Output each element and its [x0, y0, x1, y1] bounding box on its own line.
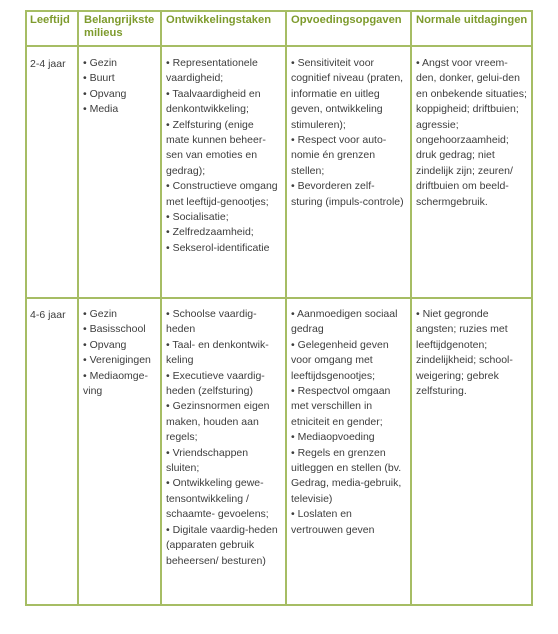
list-item: • Bevorderen zelf-sturing (impuls-controle) — [291, 180, 404, 208]
cell-ontwikkelingstaken — [166, 56, 279, 256]
rule-row-separator — [25, 297, 533, 299]
list-item: • Sekserol-identificatie — [166, 241, 270, 254]
row-age-label: 2-4 jaar — [30, 58, 66, 70]
header-leeftijd: Leeftijd — [30, 14, 70, 26]
development-table — [25, 10, 533, 606]
list-item: • Respect voor auto-nomie én grenzen stellen; — [291, 134, 387, 177]
list-item: • Zelfsturing (enige mate kunnen beheer-sen van emoties en gedrag); — [166, 118, 266, 177]
list-item: • Buurt — [83, 72, 115, 85]
cell-uitdagingen: • Angst voor vreem-den, donker, gelui-den en onbekende situaties; koppigheid; driftbuien; agressie; ongehoorzaamheid; druk gedrag; niet zindelijk zijn; zeuren/ driftbuien om beeld-schermgebruik. — [416, 57, 527, 208]
list-item: • Digitale vaardig-heden (apparaten gebruik beheersen/ besturen) — [166, 523, 278, 567]
list-item: • Mediaopvoeding — [291, 431, 375, 444]
rule-col4 — [410, 10, 412, 606]
header-opvoedingsopgaven: Opvoedingsopgaven — [291, 14, 402, 26]
list-item: • Gezin — [83, 308, 118, 320]
list-item: • Basisschool — [83, 323, 146, 336]
cell-opvoedingsopgaven — [291, 56, 405, 210]
list-item: • Gezin — [83, 57, 118, 69]
list-item: • Taalvaardigheid en denkontwikkeling; — [166, 87, 261, 116]
cell-milieus — [83, 56, 159, 118]
list-item: • Zelfredzaamheid; — [166, 226, 254, 239]
rule-right — [531, 10, 533, 606]
list-item: • Taal- en denkontwik-keling — [166, 338, 269, 367]
list-item: • Media — [83, 103, 119, 116]
cell-ontwikkelingstaken — [166, 307, 279, 569]
cell-uitdagingen: • Niet gegronde angsten; ruzies met leeftijdgenoten; zindelijkheid; school-weigering; gebrek zelfsturing. — [416, 308, 513, 398]
cell-opvoedingsopgaven — [291, 307, 405, 538]
list-item: • Socialisatie; — [166, 211, 229, 224]
list-item: • Sensitiviteit voor cognitief niveau (praten, informatie en uitleg geven, ontwikkeling stimuleren); — [291, 57, 404, 131]
list-item: • Gelegenheid geven voor omgang met leeftijdsgenootjes; — [291, 338, 389, 382]
list-item: • Mediaomge-ving — [83, 369, 148, 398]
list-item: • Representationele vaardigheid; — [166, 57, 258, 85]
list-item: • Executieve vaardig-heden (zelfsturing) — [166, 369, 265, 398]
list-item: • Verenigingen — [83, 354, 151, 367]
list-item: • Opvang — [83, 338, 127, 351]
list-item: • Ontwikkeling gewe-tensontwikkeling / schaamte- gevoelens; — [166, 477, 269, 521]
header-uitdagingen: Normale uitdagingen — [416, 14, 528, 26]
list-item: • Loslaten en vertrouwen geven — [291, 508, 375, 536]
rule-top — [25, 10, 533, 12]
list-item: • Vriendschappen sluiten; — [166, 446, 249, 475]
list-item: • Schoolse vaardig-heden — [166, 308, 257, 336]
header-milieus: Belangrijkste milieus — [84, 14, 155, 39]
rule-bottom — [25, 604, 533, 606]
list-item: • Aanmoedigen sociaal gedrag — [291, 308, 398, 336]
cell-milieus — [83, 307, 159, 399]
rule-col3 — [285, 10, 287, 606]
rule-col2 — [160, 10, 162, 606]
header-ontwikkelingstaken: Ontwikkelingstaken — [166, 14, 272, 26]
list-item: • Regels en grenzen uitleggen en stellen (bv. Gedrag, media-gebruik, televisie) — [291, 446, 402, 505]
list-item: • Respectvol omgaan met verschillen in etniciteit en gender; — [291, 385, 391, 428]
list-item: • Opvang — [83, 87, 127, 100]
row-age-label: 4-6 jaar — [30, 309, 66, 321]
list-item: • Constructieve omgang met leeftijd-genootjes; — [166, 180, 278, 208]
list-item: • Gezinsnormen eigen maken, houden aan regels; — [166, 400, 270, 444]
rule-header-bottom — [25, 45, 533, 47]
rule-col1 — [77, 10, 79, 606]
rule-left — [25, 10, 27, 606]
